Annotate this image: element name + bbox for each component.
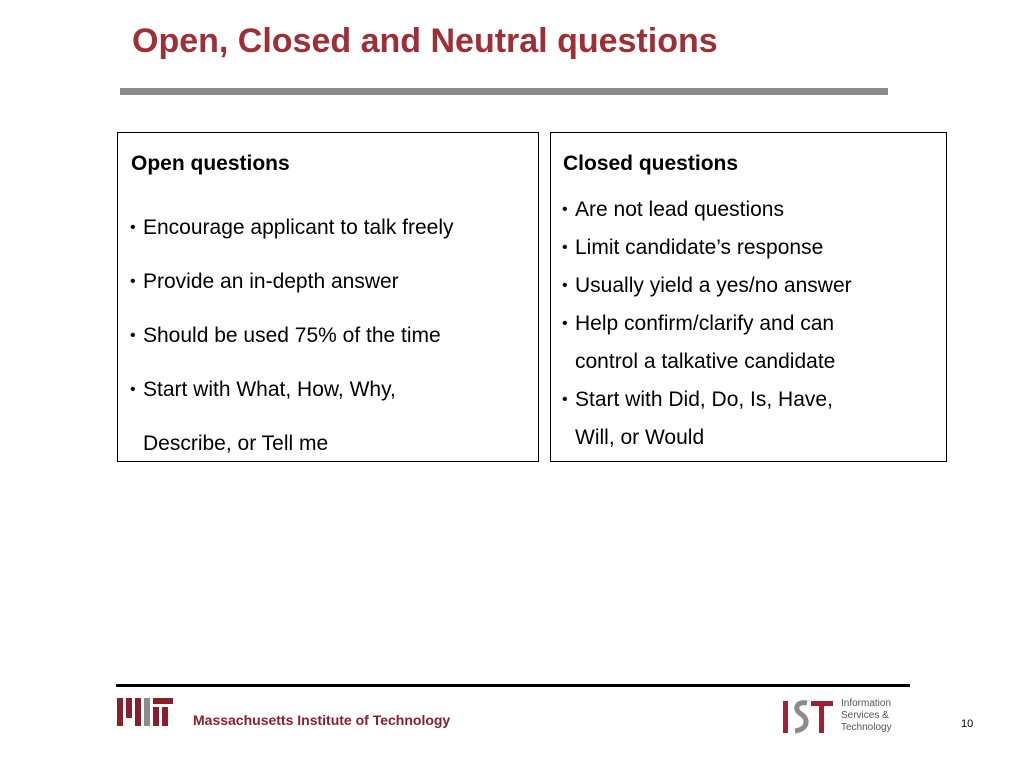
open-questions-list	[130, 201, 530, 471]
bullet-icon: •	[130, 381, 136, 398]
closed-questions-box	[550, 132, 947, 462]
bullet-icon: •	[562, 201, 568, 218]
bullet-icon: •	[562, 391, 568, 408]
list-item: • Should be used 75% of the time	[130, 309, 530, 363]
slide-title: Open, Closed and Neutral questions	[132, 22, 718, 60]
list-item: • Are not lead questions	[562, 191, 942, 229]
list-item: • Start with What, How, Why, Describe, or Tell me	[130, 363, 530, 471]
institution-name: Massachusetts Institute of Technology	[193, 712, 451, 728]
bullet-icon: •	[562, 239, 568, 256]
open-questions-heading: Open questions	[131, 152, 290, 175]
list-item: • Encourage applicant to talk freely	[130, 201, 530, 255]
bullet-icon: •	[562, 315, 568, 332]
ist-logo-icon	[783, 699, 833, 735]
ist-label: Information Services & Technology	[841, 698, 892, 733]
list-item: • Help confirm/clarify and can control a talkative candidate	[562, 305, 942, 381]
footer-divider	[116, 684, 910, 687]
mit-logo-icon	[117, 698, 173, 726]
bullet-icon: •	[130, 219, 136, 236]
list-item: • Start with Did, Do, Is, Have, Will, or Would	[562, 381, 942, 457]
page-number: 10	[961, 718, 974, 730]
open-questions-box	[117, 132, 539, 462]
bullet-icon: •	[130, 327, 136, 344]
closed-questions-list	[562, 191, 942, 457]
list-item: • Usually yield a yes/no answer	[562, 267, 942, 305]
bullet-icon: •	[562, 277, 568, 294]
title-underline	[120, 88, 888, 95]
list-item: • Provide an in-depth answer	[130, 255, 530, 309]
bullet-icon: •	[130, 273, 136, 290]
closed-questions-heading: Closed questions	[563, 152, 739, 175]
list-item: • Limit candidate’s response	[562, 229, 942, 267]
